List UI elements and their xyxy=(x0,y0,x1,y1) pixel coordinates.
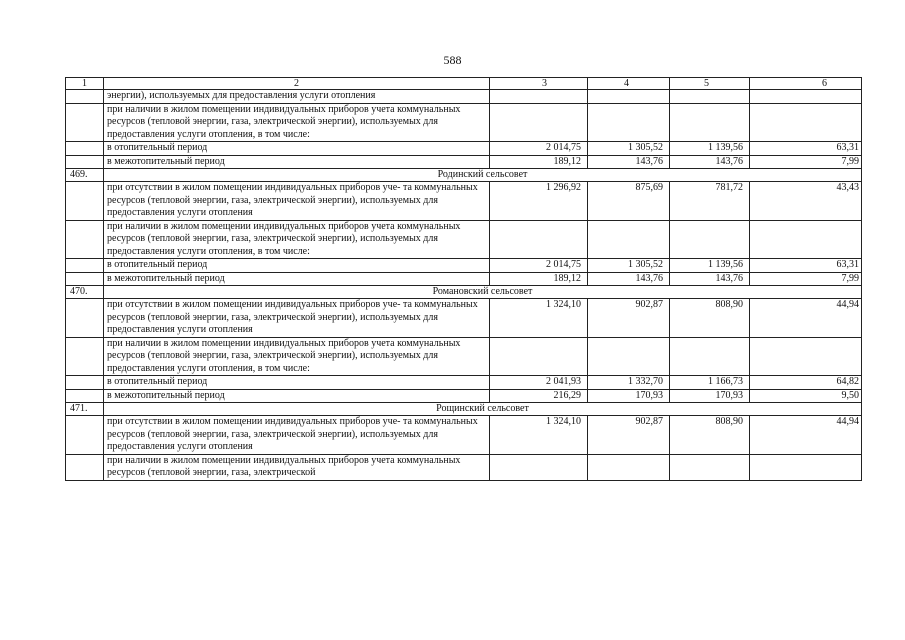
section-row xyxy=(66,169,862,182)
table-row xyxy=(66,416,862,455)
table-row xyxy=(66,454,862,480)
section-title: Романовский сельсовет xyxy=(104,286,862,299)
value-cell: 7,99 xyxy=(750,155,862,169)
value-cell: 2 014,75 xyxy=(490,142,588,156)
row-text: при наличии в жилом помещении индивидуальных приборов учета коммунальных ресурсов (тепловой энергии, газа, электрической энергии), используемых для предоставления услуги отопления, в том числе: xyxy=(104,220,490,259)
value-cell: 44,94 xyxy=(750,299,862,338)
row-label: в отопительный период xyxy=(104,259,490,273)
value-cell: 170,93 xyxy=(670,389,750,403)
header-cell: 1 xyxy=(66,78,104,90)
table-row xyxy=(66,272,862,286)
table-row xyxy=(66,337,862,376)
row-label: в межотопительный период xyxy=(104,272,490,286)
table-row xyxy=(66,103,862,142)
value-cell: 1 139,56 xyxy=(670,142,750,156)
value-cell: 902,87 xyxy=(588,416,670,455)
section-title: Рощинский сельсовет xyxy=(104,403,862,416)
row-text: при наличии в жилом помещении индивидуальных приборов учета коммунальных ресурсов (тепловой энергии, газа, электрической энергии), используемых для предоставления услуги отопления, в том числе: xyxy=(104,337,490,376)
row-text: при наличии в жилом помещении индивидуальных приборов учета коммунальных ресурсов (тепловой энергии, газа, электрической xyxy=(104,454,490,480)
table-row xyxy=(66,389,862,403)
value-cell: 2 014,75 xyxy=(490,259,588,273)
section-title: Родинский сельсовет xyxy=(104,169,862,182)
value-cell: 902,87 xyxy=(588,299,670,338)
value-cell: 143,76 xyxy=(588,272,670,286)
table-row xyxy=(66,299,862,338)
value-cell: 216,29 xyxy=(490,389,588,403)
table-row xyxy=(66,90,862,104)
section-number: 470. xyxy=(66,286,104,299)
table-row xyxy=(66,155,862,169)
section-number: 471. xyxy=(66,403,104,416)
value-cell: 64,82 xyxy=(750,376,862,390)
value-cell: 1 332,70 xyxy=(588,376,670,390)
value-cell: 1 296,92 xyxy=(490,182,588,221)
row-label: в межотопительный период xyxy=(104,155,490,169)
table-row xyxy=(66,182,862,221)
header-cell: 4 xyxy=(588,78,670,90)
row-text: при наличии в жилом помещении индивидуальных приборов учета коммунальных ресурсов (тепловой энергии, газа, электрической энергии), используемых для предоставления услуги отопления, в том числе: xyxy=(104,103,490,142)
value-cell: 43,43 xyxy=(750,182,862,221)
header-cell: 5 xyxy=(670,78,750,90)
value-cell: 2 041,93 xyxy=(490,376,588,390)
value-cell: 1 324,10 xyxy=(490,299,588,338)
tariff-table xyxy=(65,77,862,481)
page-number: 588 xyxy=(443,53,462,67)
value-cell: 9,50 xyxy=(750,389,862,403)
value-cell: 170,93 xyxy=(588,389,670,403)
value-cell: 1 166,73 xyxy=(670,376,750,390)
value-cell: 189,12 xyxy=(490,272,588,286)
value-cell: 781,72 xyxy=(670,182,750,221)
row-text: энергии), используемых для предоставления услуги отопления xyxy=(104,90,490,104)
value-cell: 875,69 xyxy=(588,182,670,221)
value-cell: 808,90 xyxy=(670,299,750,338)
value-cell: 1 305,52 xyxy=(588,259,670,273)
value-cell: 808,90 xyxy=(670,416,750,455)
value-cell: 44,94 xyxy=(750,416,862,455)
row-label: в отопительный период xyxy=(104,142,490,156)
table-row xyxy=(66,142,862,156)
value-cell: 189,12 xyxy=(490,155,588,169)
table-header-row xyxy=(66,78,862,90)
section-row xyxy=(66,403,862,416)
section-number: 469. xyxy=(66,169,104,182)
value-cell: 1 139,56 xyxy=(670,259,750,273)
header-cell: 6 xyxy=(750,78,862,90)
table-row xyxy=(66,259,862,273)
value-cell: 143,76 xyxy=(588,155,670,169)
value-cell: 7,99 xyxy=(750,272,862,286)
header-cell: 2 xyxy=(104,78,490,90)
value-cell: 143,76 xyxy=(670,272,750,286)
row-label: в отопительный период xyxy=(104,376,490,390)
row-label: в межотопительный период xyxy=(104,389,490,403)
table-row xyxy=(66,376,862,390)
header-cell: 3 xyxy=(490,78,588,90)
row-text: при отсутствии в жилом помещении индивидуальных приборов уче- та коммунальных ресурсов (тепловой энергии, газа, электрической энергии), используемых для предоставления услуги отопления xyxy=(104,416,490,455)
value-cell: 1 324,10 xyxy=(490,416,588,455)
section-row xyxy=(66,286,862,299)
value-cell: 63,31 xyxy=(750,142,862,156)
value-cell: 143,76 xyxy=(670,155,750,169)
row-text: при отсутствии в жилом помещении индивидуальных приборов уче- та коммунальных ресурсов (тепловой энергии, газа, электрической энергии), используемых для предоставления услуги отопления xyxy=(104,299,490,338)
table-row xyxy=(66,220,862,259)
value-cell: 1 305,52 xyxy=(588,142,670,156)
row-text: при отсутствии в жилом помещении индивидуальных приборов уче- та коммунальных ресурсов (тепловой энергии, газа, электрической энергии), используемых для предоставления услуги отопления xyxy=(104,182,490,221)
value-cell: 63,31 xyxy=(750,259,862,273)
